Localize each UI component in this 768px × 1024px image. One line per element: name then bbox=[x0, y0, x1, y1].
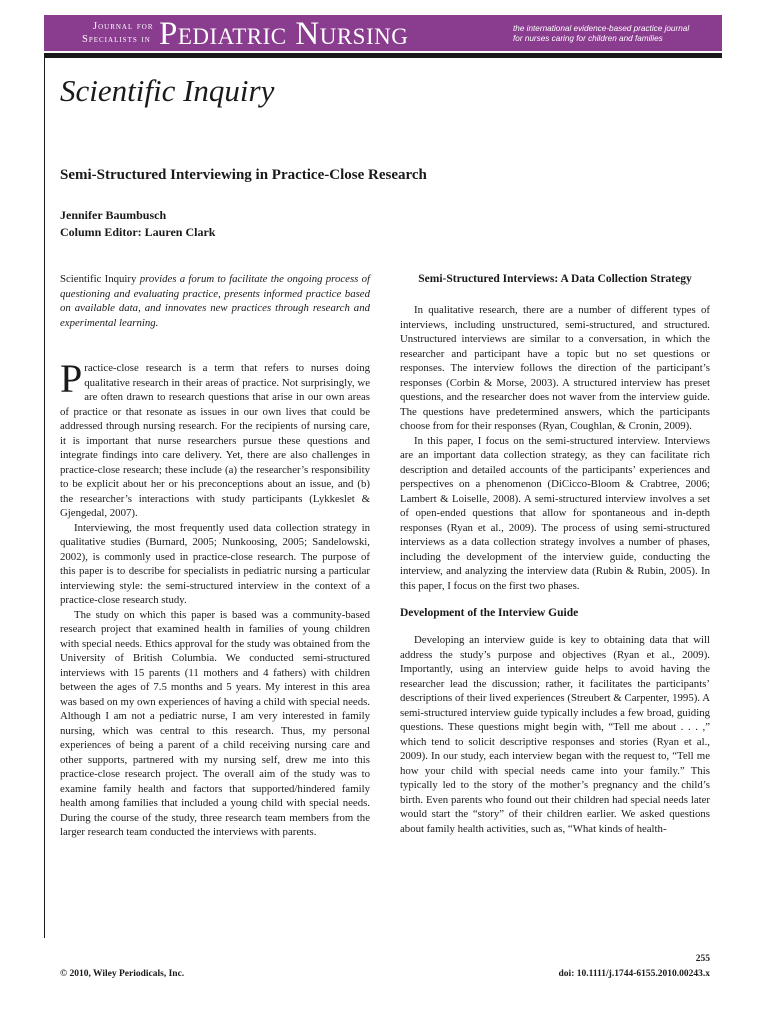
journal-for-line2: Specialists in bbox=[82, 34, 151, 45]
left-column bbox=[60, 272, 370, 840]
tagline-line1: the international evidence-based practice journal bbox=[513, 24, 690, 33]
tagline-line2: for nurses caring for children and families bbox=[513, 34, 663, 43]
section-heading: Development of the Interview Guide bbox=[400, 607, 579, 619]
paragraph bbox=[60, 356, 370, 521]
paragraph: Developing an interview guide is key to obtaining data that will address the study’s purpose and objectives (Ryan et al., 2009). Importantly, using an interview guide helps to avoid having the researcher lead the discussion; rather, it facilitates the participants’ descriptions of their lived experiences (Streubert & Carpenter, 1995). A semi-structured interview guide typically includes a few broad, guiding questions. These questions might begin with, “Tell me about . . . ,” which tend to solicit descriptive responses and stories (Ryan et al., 2009). In our study, each interview began with the request to, “Tell me how your child with special needs came into your family.” This typically led to the story of the mother’s pregnancy and the child’s birth. Even parents who found out their children had special needs later would start the “story” of their children earlier. We asked questions about family health activities, such as, “What kinds of health- bbox=[400, 634, 710, 835]
paragraph: Interviewing, the most frequently used data collection strategy in qualitative studies (Burnard, 2005; Nunkoosing, 2005; Sandelowski, 2002), is commonly used in practice-close research. The purpose of this paper is to describe for specialists in pediatric nursing a particular interviewing style: the semi-structured interview in the context of a practice-close research study. bbox=[60, 521, 370, 606]
intro-text: provides a forum to facilitate the ongoing process of questioning and evaluating practice, presents informed practice based on available data, and innovates new practices through research and experimental learning. bbox=[60, 273, 371, 329]
paragraph: In this paper, I focus on the semi-structured interview. Interviews are an important data collection strategy, as they can facilitate rich description and detailed accounts of the participants’ experiences and perspectives on a phenomenon (DiCicco-Bloom & Crabtree, 2006; Lambert & Loiselle, 2008). A semi-structured interview involves a set of open-ended questions that allow for spontaneous and in-depth responses (Ryan et al., 2009). The process of using semi-structured interviews as a data collection strategy involves a number of phases, including the development of the interview guide, conducting the interview, and analyzing the interview data (Rubin & Rubin, 2005). In this paper, I focus on the first two phases. bbox=[400, 434, 710, 592]
doi: doi: 10.1111/j.1744-6155.2010.00243.x bbox=[558, 969, 710, 979]
author-name: Jennifer Baumbusch bbox=[60, 208, 167, 222]
paragraph: The study on which this paper is based was a community-based research project that examined health in families of young children with special needs. Ethics approval for the study was obtained from the University of British Columbia. We conducted semi-structured interviews with 15 parents (11 mothers and 4 fathers) with children between the ages of 7.5 months and 5 years. My interest in this area was based on my own experiences of having a child with special needs. Although I am not a pediatric nurse, I am very interested in family nursing, which was central to this research. Thus, my personal experiences of being a parent of a child receiving nursing care and other supports, partnered with my nursing self, drew me into this practice-close research project. The overall aim of the study was to examine family health and factors that supported/hindered family health among families that included a young child with special needs. During the course of the study, three research team members from the larger research team conducted the interviews with parents. bbox=[60, 608, 370, 838]
intro-lead: Scientific Inquiry bbox=[60, 273, 137, 285]
drop-cap: P bbox=[60, 356, 83, 401]
journal-name: Pediatric Nursing bbox=[159, 16, 409, 52]
header-rule bbox=[44, 53, 722, 58]
section-title: Scientific Inquiry bbox=[60, 73, 275, 108]
paragraph-text: ractice-close research is a term that refers to nurses doing qualitative research in their areas of practice. Not surprisingly, we are often drawn to research questions that arise in our own areas of practice or that resonate as issues in our own lives that could be addressed through nursing research. For the recipients of nursing care, it is important that nurse researchers pursue these questions and integrate findings into care delivery. Yet, there are also challenges in practice-close research; these include (a) the researcher’s responsibility to be explicit about her or his preconceptions about an issue, and (b) the researcher’s interactions with study participants (Lykkeslet & Gjengedal, 2007). bbox=[60, 362, 370, 519]
copyright: © 2010, Wiley Periodicals, Inc. bbox=[60, 969, 185, 979]
journal-banner bbox=[44, 15, 722, 51]
right-column bbox=[400, 272, 710, 836]
column-editor: Column Editor: Lauren Clark bbox=[60, 225, 216, 239]
column-intro bbox=[60, 272, 370, 330]
article-title: Semi-Structured Interviewing in Practice-Close Research bbox=[60, 167, 427, 183]
author-block bbox=[60, 207, 215, 241]
page-number: 255 bbox=[695, 954, 710, 964]
section-heading: Semi-Structured Interviews: A Data Collection Strategy bbox=[418, 273, 692, 285]
margin-rule bbox=[44, 58, 45, 938]
journal-tagline bbox=[513, 24, 718, 44]
paragraph: In qualitative research, there are a number of different types of interviews, including unstructured, semi-structured, and structured. Unstructured interviews are similar to a conversation, in which the researcher and participant have a topic but no set questions or responses. The interview follows the direction of the participant’s responses (Corbin & Morse, 2003). A structured interview has preset questions, and the researcher does not waver from the interview guide. The questions have predetermined answers, which the participants choose from for their responses (Ryan, Coughlan, & Cronin, 2009). bbox=[400, 304, 710, 432]
journal-for-line1: Journal for bbox=[93, 21, 154, 32]
